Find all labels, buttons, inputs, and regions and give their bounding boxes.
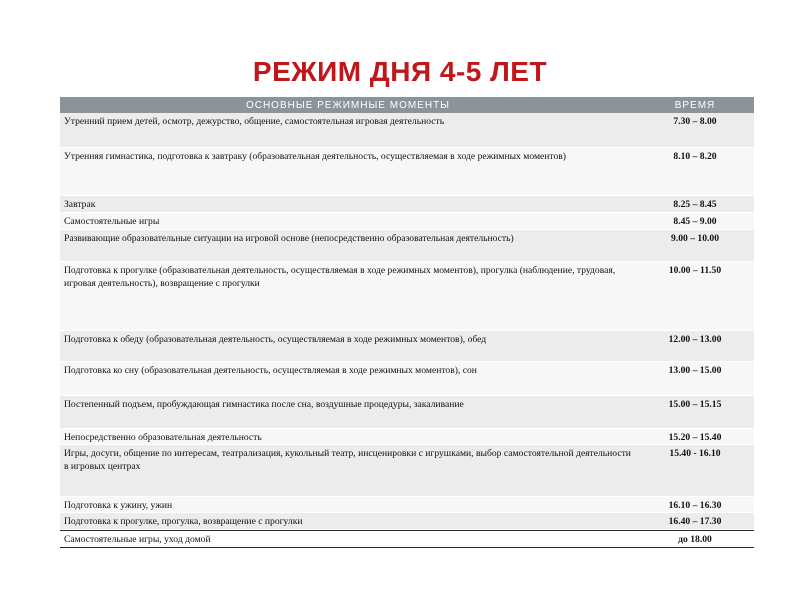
time-cell: 8.10 – 8.20 — [673, 151, 717, 162]
table-row — [60, 262, 754, 331]
time-cell: 9.00 – 10.00 — [671, 233, 719, 244]
table-row — [60, 429, 754, 445]
table-row — [60, 213, 754, 230]
schedule-table — [60, 97, 754, 548]
time-cell: 10.00 – 11.50 — [668, 265, 722, 276]
time-cell: до 18.00 — [678, 534, 712, 545]
time-cell: 12.00 – 13.00 — [668, 334, 722, 345]
activity-cell: Подготовка к прогулке, прогулка, возвращение с прогулки — [64, 516, 303, 527]
table-row — [60, 148, 754, 196]
activity-cell: Постепенный подъем, пробуждающая гимнастика после сна, воздушные процедуры, закаливание — [64, 399, 464, 410]
activity-cell: Самостоятельные игры, уход домой — [64, 534, 211, 545]
activity-cell: Утренняя гимнастика, подготовка к завтраку (образовательная деятельность, осуществляемая в ходе режимных моментов) — [64, 151, 566, 162]
activity-cell: Игры, досуги, общение по интересам, театрализация, кукольный театр, инсценировки с игрушками, выбор самостоятельной деятельности в игровых центрах — [64, 448, 631, 472]
table-row — [60, 362, 754, 396]
table-row — [60, 331, 754, 362]
time-cell: 13.00 – 15.00 — [668, 365, 722, 376]
activity-cell: Непосредственно образовательная деятельность — [64, 432, 262, 443]
table-header — [60, 97, 754, 113]
time-cell: 8.45 – 9.00 — [673, 216, 717, 227]
time-cell: 16.40 – 17.30 — [668, 516, 722, 527]
time-cell: 15.20 – 15.40 — [668, 432, 722, 443]
activity-cell: Развивающие образовательные ситуации на игровой основе (непосредственно образовательная деятельность) — [64, 233, 514, 244]
table-row — [60, 513, 754, 530]
activity-cell: Подготовка ко сну (образовательная деятельность, осуществляемая в ходе режимных моментов), сон — [64, 365, 477, 376]
activity-cell: Утренний прием детей, осмотр, дежурство, общение, самостоятельная игровая деятельность — [64, 116, 445, 127]
activity-cell: Подготовка к ужину, ужин — [64, 500, 173, 511]
time-cell: 15.40 - 16.10 — [669, 448, 721, 459]
activity-cell: Самостоятельные игры — [64, 216, 160, 227]
time-cell: 16.10 – 16.30 — [668, 500, 722, 511]
header-time: ВРЕМЯ — [674, 99, 716, 111]
time-cell: 15.00 – 15.15 — [668, 399, 722, 410]
activity-cell: Подготовка к прогулке (образовательная деятельность, осуществляемая в ходе режимных моментов), прогулка (наблюдение, трудовая, игровая деятельность), возвращение с прогулки — [64, 265, 616, 289]
table-row — [60, 396, 754, 429]
activity-cell: Завтрак — [64, 199, 96, 210]
header-activity: ОСНОВНЫЕ РЕЖИМНЫЕ МОМЕНТЫ — [245, 99, 451, 111]
table-row — [60, 445, 754, 497]
table-body — [60, 113, 754, 547]
table-row — [60, 230, 754, 262]
table-row — [60, 530, 754, 547]
table-row — [60, 196, 754, 213]
time-cell: 7.30 – 8.00 — [673, 116, 717, 127]
time-cell: 8.25 – 8.45 — [673, 199, 717, 210]
table-row — [60, 113, 754, 148]
table-row — [60, 497, 754, 513]
activity-cell: Подготовка к обеду (образовательная деятельность, осуществляемая в ходе режимных моментов), обед — [64, 334, 487, 345]
page-title: РЕЖИМ ДНЯ 4-5 ЛЕТ — [252, 56, 548, 87]
